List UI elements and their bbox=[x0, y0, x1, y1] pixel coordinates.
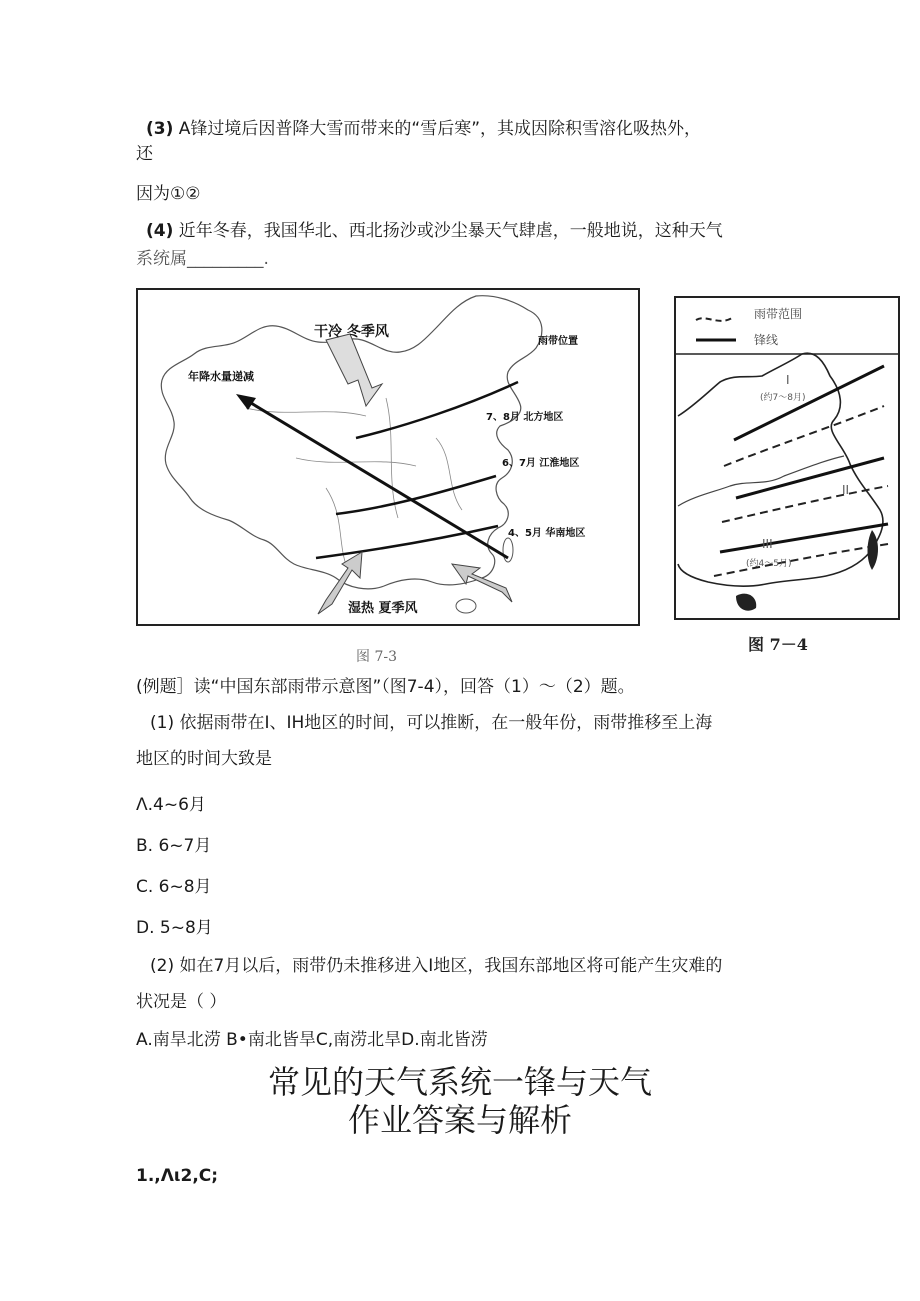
q3-line1b: 还 bbox=[136, 144, 153, 164]
example-q1-line1: (1) 依据雨带在I、IH地区的时间，可以推断，在一般年份，雨带推移至上海 bbox=[150, 713, 713, 733]
q1-option-a: Λ.4~6月 bbox=[136, 795, 206, 815]
region-1-time: (约7～8月) bbox=[760, 393, 806, 403]
label-precip-decrease: 年降水量递减 bbox=[188, 370, 254, 383]
q4-line1 bbox=[146, 220, 723, 242]
figure-7-4-caption: 图 7－4 bbox=[748, 635, 808, 654]
label-winter-monsoon: 干冷 冬季风 bbox=[314, 324, 389, 340]
label-jianghuai-region: 6、7月 江淮地区 bbox=[502, 458, 580, 469]
legend-rain-range: 雨带范围 bbox=[754, 307, 803, 321]
q3-prefix: (3) bbox=[146, 119, 174, 139]
figure-7-3-caption: 图 7-3 bbox=[356, 649, 397, 665]
legend-front: 锋线 bbox=[754, 333, 779, 347]
answer-title-1: 常见的天气系统一锋与天气 bbox=[267, 1063, 652, 1101]
region-2: II bbox=[842, 483, 850, 497]
example-q2-line1: (2) 如在7月以后，雨带仍未推移进入I地区，我国东部地区将可能产生灾难的 bbox=[150, 956, 723, 976]
example-q1-line2: 地区的时间大致是 bbox=[136, 749, 272, 769]
label-rainbelt-position: 雨带位置 bbox=[538, 336, 578, 347]
q1-option-c: C. 6~8月 bbox=[136, 877, 212, 897]
region-3: III bbox=[762, 537, 773, 551]
q1-option-d: D. 5~8月 bbox=[136, 918, 213, 938]
answer-title-2: 作业答案与解析 bbox=[347, 1101, 572, 1139]
q3-text: A锋过境后因普降大雪而带来的“雪后寒”，其成因除积雪溶化吸热外， bbox=[178, 119, 702, 139]
q3-line1 bbox=[146, 118, 701, 140]
q3-line2: 因为①② bbox=[136, 184, 201, 204]
label-south-region: 4、5月 华南地区 bbox=[508, 528, 586, 539]
region-1: I bbox=[786, 373, 790, 387]
q2-options: A.南旱北涝 B•南北皆旱C,南涝北旱D.南北皆涝 bbox=[136, 1030, 488, 1050]
example-q2-line2: 状况是（ ） bbox=[136, 992, 227, 1012]
region-3-time: (约4～5月) bbox=[746, 559, 792, 569]
q4-line2: 系统属_________. bbox=[136, 249, 269, 269]
label-north-region: 7、8月 北方地区 bbox=[486, 412, 564, 423]
q1-option-b: B. 6~7月 bbox=[136, 836, 212, 856]
figure-7-3 bbox=[136, 288, 640, 628]
answer-line-1: 1.,Λι2,C; bbox=[136, 1166, 219, 1186]
q4-prefix: (4) bbox=[146, 221, 174, 241]
example-intro: (例题］读“中国东部雨带示意图”（图7-4），回答（1）～（2）题。 bbox=[136, 677, 635, 697]
label-summer-monsoon: 湿热 夏季风 bbox=[348, 601, 418, 616]
figure-7-4 bbox=[674, 296, 900, 626]
q4-text: 近年冬春，我国华北、西北扬沙或沙尘暴天气肆虐，一般地说，这种天气 bbox=[178, 221, 723, 241]
